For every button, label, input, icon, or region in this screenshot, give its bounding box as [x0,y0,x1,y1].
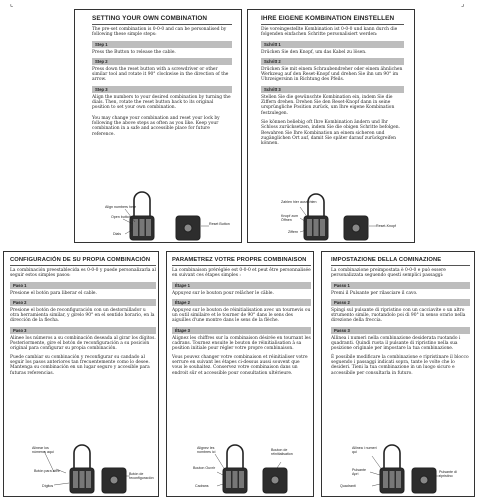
intro-text: La combinaison préréglée est 0-0-0 et peut être personnalisée en suivant ces étapes simples : [172,268,311,279]
step-text: Press down the reset button with a screwdriver or other similar tool and rotate it 90° clockwise in the direction of the arrow. [92,66,229,83]
step-text: Press the Button to release the cable. [92,49,176,55]
step-label: Step 3 [92,86,232,93]
callout-label: Knopf zum Öffnen [281,214,299,222]
callout-label: Dígitos [42,484,54,488]
step-text: Stellen Sie die gewünschte Kombination ein, indem Sie die Ziffern drehen. Drehen Sie den Reset-Knopf dann in seine ursprüngliche Position zurück, um Ihre eigene Kombination festzulegen. [261,94,395,116]
callout-label: Alignez les nombres ici [197,446,216,454]
callout-label: Ziffern [288,230,299,234]
step-text: Spingi sul pulsante di ripristino con un cacciavite o un altro strumento simile, ruotandolo poi di 90° in senso orario nella direzione della freccia. [331,307,466,324]
panel-title: PARAMETREZ VOTRE PROPRE COMBINAISON [172,257,311,266]
panel-title: SETTING YOUR OWN COMBINATION [92,15,232,25]
lock-illustration [322,442,474,496]
step-text: Allinea i numeri nella combinazione desiderata ruotando i quadranti. Quindi ruota il pulsante di ripristino nella sua posizione originale per impostare la tua combinazione. [331,335,461,352]
step-label: Passo 1 [331,282,470,289]
step-text: Alignez les chiffres sur la combinaison désirée en tournant les cadrans. Tournez ensuite le bouton de réinitialisation à sa position initiale pour régler votre propre combinaison. [172,335,311,352]
intro-text: La combinación preestablecida es 0-0-0 y puede personalizarla al seguir estos simples pasos: [10,268,156,279]
step-label: Étape 1 [172,282,311,289]
callout-label: Alinear los números aquí [32,446,54,454]
lock-illustration [167,442,313,496]
callout-label: Open button [111,215,131,219]
panel-title: IHRE EIGENE KOMBINATION EINSTELLEN [261,15,404,25]
padlock-diagram-icon [248,192,415,242]
step-text: Appuyez sur le bouton de réinitialisation avec un tournevis ou un outil similaire et le tourner de 90° dans le sens des aiguilles d'une montre dans le sens de la flèche. [172,307,311,324]
step-label: Étape 2 [172,299,311,306]
padlock-diagram-icon [4,442,159,496]
step-label: Schritt 1 [261,41,404,48]
lock-illustration [4,442,158,496]
outro-text: È possibile modificare la combinazione e ripristinare il blocco seguendo i passaggi indicati sopra, tante le volte che lo desideri. Tieni la tua combinazione in un luogo sicuro e accessibile per consultarla in futuro. [331,354,469,376]
callout-label: Reset-Knopf [376,224,396,228]
padlock-diagram-icon [75,190,242,242]
callout-label: Bouton Ouvrir [193,466,216,470]
callout-label: Bouton de réinitialisation [271,448,293,456]
step-label: Step 1 [92,41,232,48]
callout-label: Quadranti [340,484,356,488]
intro-text: La combinazione preimpostata è 0-0-0 e può essere personalizzata seguendo questi semplici passaggi: [331,268,446,279]
cut-mark: ⌞ [10,0,14,8]
callout-label: Pulsante Apri [352,468,366,476]
outro-text: Vous pouvez changer votre combinaison et réinitialiser votre serrure en suivant les étapes ci-dessus aussi souvent que vous le souhaitez. Conservez votre combinaison dans un endroit sûr et accessible pour consultation ultérieure. [172,354,308,376]
intro-text: Die voreingestellte Kombination ist 0-0-0 und kann durch die folgenden einfachen Schritte personalisiert werden: [261,27,398,38]
panel-english [74,9,242,243]
step-label: Étape 3 [172,327,311,334]
step-label: Passo 2 [331,299,470,306]
step-text: Drücken Sie mit einem Schraubendreher oder einem ähnlichen Werkzeug auf den Reset-Knopf und drehen Sie ihn um 90° im Uhrzeigersinn in Richtung des Pfeils. [261,66,403,83]
step-text: Presione el botón para liberar el cable. [10,290,97,296]
cut-mark: ⌟ [461,0,465,8]
callout-label: Allinea i numeri qui [352,446,377,454]
step-label: Passo 3 [331,327,470,334]
step-label: Step 2 [92,58,232,65]
panel-title: IMPOSTAZIONE DELLA COMINAZIONE [331,257,470,266]
panel-spanish [3,251,159,497]
outro-text: Puede cambiar su combinación y reconfigurar su candado al seguir los pasos anteriores tan frecuentemente como lo desee. Mantenga su combinación en un lugar seguro y accesible para futuras referencias. [10,354,150,376]
step-label: Schritt 3 [261,86,404,93]
step-text: Drücken Sie den Knopf, um das Kabel zu lösen. [261,49,367,55]
outro-text: Sie können beliebig oft Ihre Kombination ändern und Ihr Schloss zurücksetzen, indem Sie die obigen Schritte befolgen. Bewahren Sie Ihre Kombination an einem sicheren und zugänglichen Ort auf, damit Sie später darauf zurückgreifen können. [261,119,400,147]
step-text: Premi il Pulsante per rilasciare il cavo. [331,290,418,296]
step-text: Align the numbers to your desired combination by turning the dials. Then, rotate the reset button back to its original position to set your own combination. [92,94,231,111]
intro-text: The pre-set combination is 0-0-0 and can be personalised by following these simple steps: [92,27,227,38]
panel-german [247,9,415,243]
lock-illustration [248,192,414,242]
callout-label: Align numbers here [105,205,137,209]
step-label: Schritt 2 [261,58,404,65]
step-text: Alinee los números a su combinación deseada al girar los dígitos. Posteriormente, gire el botón de reconfiguración a su posición original para configurar su propia combinación. [10,335,156,352]
callout-label: Zahlen hier ausrichten [281,200,317,204]
panel-title: CONFIGURACIÓN DE SU PROPIA COMBINACIÓN [10,257,156,266]
step-label: Paso 2 [10,299,156,306]
lock-illustration [75,190,241,242]
panel-italian [321,251,475,497]
callout-label: Cadrans [195,484,209,488]
callout-label: Dials [113,232,121,236]
panel-french [166,251,314,497]
step-text: Presione el botón de reconfiguración con un destornillador u otra herramienta similar, y gírelo 90° en el sentido horario, en la dirección de la flecha. [10,307,155,324]
callout-label: Reset Button [209,222,230,226]
step-label: Paso 3 [10,327,156,334]
callout-label: Botón para abrir [34,469,60,473]
callout-label: Pulsante di ripristino [439,470,457,478]
callout-label: Botón de reconfiguración [129,472,154,480]
step-text: Appuyez sur le bouton pour relâcher le câble. [172,290,274,296]
step-label: Paso 1 [10,282,156,289]
outro-text: You may change your combination and reset your lock by following the above steps as often as you like. Keep your combination in a safe and accessible place for future reference. [92,115,220,137]
